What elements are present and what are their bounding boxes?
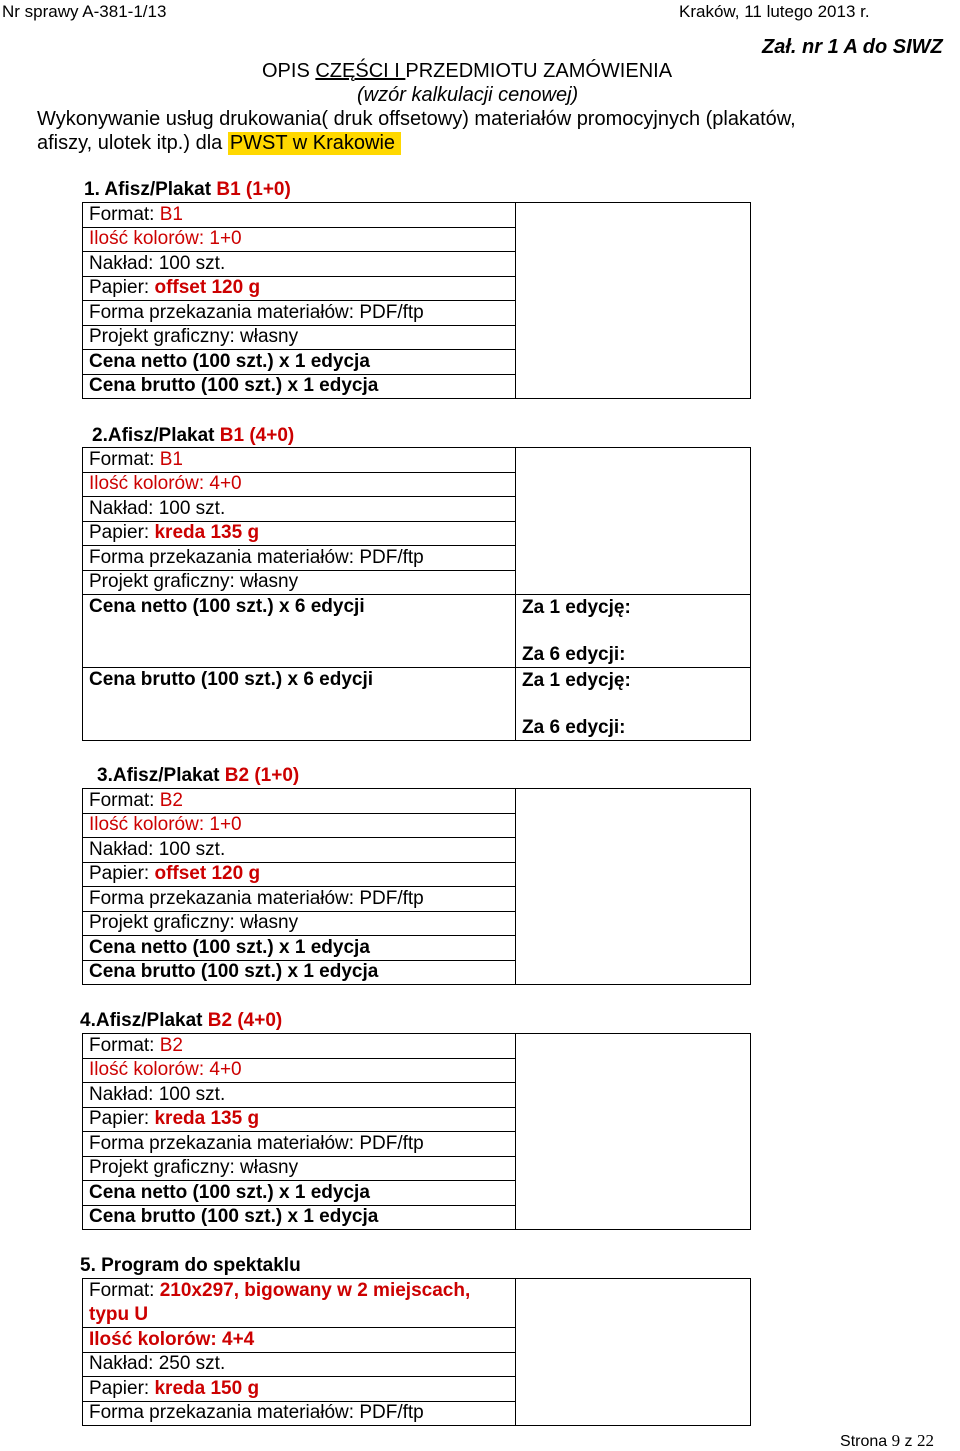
item-5-heading: 5. Program do spektaklu xyxy=(80,1255,301,1276)
item-1-heading-text: 1. Afisz/Plakat xyxy=(84,179,217,200)
paper-value: kreda 135 g xyxy=(154,1108,260,1130)
item-5-price-input[interactable] xyxy=(516,1279,751,1426)
net-price-cell: Cena netto (100 szt.) x 1 edycja xyxy=(83,350,516,375)
page-title xyxy=(262,60,672,83)
gross-price-cell: Cena brutto (100 szt.) x 1 edycja xyxy=(83,1205,516,1230)
item-3-price-input[interactable] xyxy=(516,789,751,985)
place-date: Kraków, 11 lutego 2013 r. xyxy=(679,2,870,21)
item-5-table xyxy=(82,1278,751,1426)
paper-label: Papier: xyxy=(89,277,155,299)
run-cell: Nakład: 100 szt. xyxy=(83,838,516,863)
item-2-spec-input[interactable] xyxy=(516,448,751,595)
format-label: Format: xyxy=(89,203,160,225)
paper-label: Papier: xyxy=(89,522,155,544)
title-underlined: CZĘŚCI I xyxy=(315,60,406,82)
format-label: Format: xyxy=(89,789,160,811)
title-prefix: OPIS xyxy=(262,60,316,82)
format-value: B1 xyxy=(159,203,183,225)
item-4-table xyxy=(82,1033,751,1230)
format-cell xyxy=(83,1034,516,1059)
paper-label: Papier: xyxy=(89,1377,155,1399)
item-3-heading-text: 3.Afisz/Plakat xyxy=(97,765,225,786)
format-value-line1: 210x297, bigowany w 2 miejscach, xyxy=(159,1280,471,1301)
paper-cell xyxy=(83,521,516,546)
transfer-cell: Forma przekazania materiałów: PDF/ftp xyxy=(83,546,516,571)
paper-cell xyxy=(83,276,516,301)
page-of: z xyxy=(900,1433,917,1450)
colors-cell: Ilość kolorów: 4+4 xyxy=(83,1328,516,1353)
gross-price-cell: Cena brutto (100 szt.) x 1 edycja xyxy=(83,374,516,399)
description-text: afiszy, ulotek itp.) dla xyxy=(37,132,228,154)
item-2-table xyxy=(82,447,751,741)
item-4-heading xyxy=(80,1010,282,1032)
gross-per-six-label: Za 6 edycji: xyxy=(522,717,626,738)
design-cell: Projekt graficzny: własny xyxy=(83,570,516,595)
item-1-table xyxy=(82,202,751,399)
item-2-heading-text: 2.Afisz/Plakat xyxy=(92,425,220,446)
annex-label: Zał. nr 1 A do SIWZ xyxy=(762,36,943,58)
colors-cell: Ilość kolorów: 4+0 xyxy=(83,472,516,497)
format-label: Format: xyxy=(89,1034,160,1056)
paper-cell xyxy=(83,1377,516,1402)
item-4-heading-variant: B2 (4+0) xyxy=(207,1010,283,1031)
paper-label: Papier: xyxy=(89,863,155,885)
page-current: 9 xyxy=(891,1431,901,1450)
design-cell: Projekt graficzny: własny xyxy=(83,1156,516,1181)
page-total: 22 xyxy=(917,1431,934,1450)
colors-cell: Ilość kolorów: 1+0 xyxy=(83,813,516,838)
gross-per-one-label: Za 1 edycję: xyxy=(522,670,631,691)
design-cell: Projekt graficzny: własny xyxy=(83,911,516,936)
item-2-heading-variant: B1 (4+0) xyxy=(219,425,295,446)
format-cell xyxy=(83,203,516,228)
transfer-cell: Forma przekazania materiałów: PDF/ftp xyxy=(83,1401,516,1426)
page-number xyxy=(840,1431,934,1451)
format-cell xyxy=(83,1279,516,1328)
format-value: B2 xyxy=(159,789,183,811)
colors-cell: Ilość kolorów: 1+0 xyxy=(83,227,516,252)
item-1-price-input[interactable] xyxy=(516,203,751,399)
description-line2 xyxy=(37,132,401,155)
case-number: Nr sprawy A-381-1/13 xyxy=(2,2,167,21)
run-cell: Nakład: 100 szt. xyxy=(83,497,516,522)
format-cell xyxy=(83,448,516,473)
paper-cell xyxy=(83,862,516,887)
paper-cell xyxy=(83,1107,516,1132)
run-cell: Nakład: 100 szt. xyxy=(83,1083,516,1108)
item-3-heading xyxy=(97,765,299,787)
format-value: B2 xyxy=(159,1034,183,1056)
format-value: B1 xyxy=(159,448,183,470)
gross-price-cell: Cena brutto (100 szt.) x 1 edycja xyxy=(83,960,516,985)
page-subtitle: (wzór kalkulacji cenowej) xyxy=(357,84,579,106)
run-cell: Nakład: 250 szt. xyxy=(83,1352,516,1377)
paper-value: kreda 135 g xyxy=(154,522,260,544)
paper-label: Papier: xyxy=(89,1108,155,1130)
net-price-input[interactable] xyxy=(516,595,751,668)
gross-price-input[interactable] xyxy=(516,668,751,741)
net-per-six-label: Za 6 edycji: xyxy=(522,644,626,665)
transfer-cell: Forma przekazania materiałów: PDF/ftp xyxy=(83,301,516,326)
format-value-line2: typu U xyxy=(89,1304,149,1325)
run-cell: Nakład: 100 szt. xyxy=(83,252,516,277)
transfer-cell: Forma przekazania materiałów: PDF/ftp xyxy=(83,1132,516,1157)
paper-value: offset 120 g xyxy=(154,277,261,299)
item-3-table xyxy=(82,788,751,985)
item-2-heading xyxy=(92,425,294,447)
item-3-heading-variant: B2 (1+0) xyxy=(224,765,300,786)
paper-value: offset 120 g xyxy=(154,863,261,885)
net-price-cell: Cena netto (100 szt.) x 1 edycja xyxy=(83,1181,516,1206)
page-label: Strona xyxy=(840,1433,892,1450)
item-4-heading-text: 4.Afisz/Plakat xyxy=(80,1010,208,1031)
description-line1: Wykonywanie usług drukowania( druk offsetowy) materiałów promocyjnych (plakatów, xyxy=(37,108,796,130)
format-label: Format: xyxy=(89,448,160,470)
net-price-cell: Cena netto (100 szt.) x 1 edycja xyxy=(83,936,516,961)
net-per-one-label: Za 1 edycję: xyxy=(522,597,631,618)
gross-price-cell: Cena brutto (100 szt.) x 6 edycji xyxy=(83,668,516,741)
colors-cell: Ilość kolorów: 4+0 xyxy=(83,1058,516,1083)
paper-value: kreda 150 g xyxy=(154,1377,260,1399)
title-suffix: PRZEDMIOTU ZAMÓWIENIA xyxy=(405,60,673,82)
format-cell xyxy=(83,789,516,814)
description-highlight: PWST w Krakowie xyxy=(228,132,401,155)
item-1-heading-variant: B1 (1+0) xyxy=(216,179,291,200)
design-cell: Projekt graficzny: własny xyxy=(83,325,516,350)
transfer-cell: Forma przekazania materiałów: PDF/ftp xyxy=(83,887,516,912)
format-label: Format: xyxy=(89,1280,160,1301)
item-1-heading xyxy=(84,179,291,201)
net-price-cell: Cena netto (100 szt.) x 6 edycji xyxy=(83,595,516,668)
item-4-price-input[interactable] xyxy=(516,1034,751,1230)
